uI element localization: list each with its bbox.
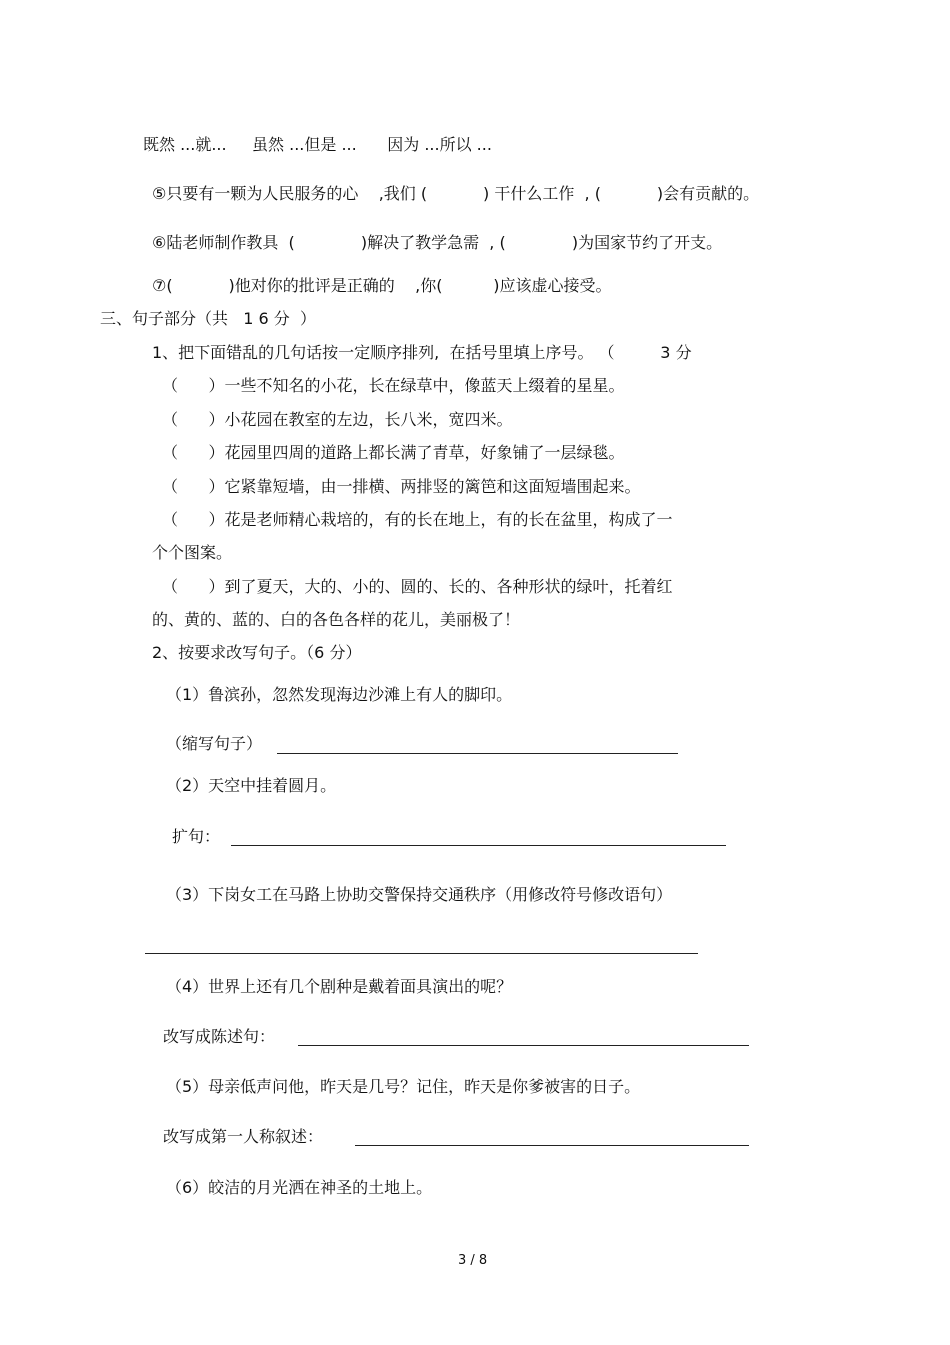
answer-label-5: 改写成第一人称叙述： <box>163 1127 324 1146</box>
answer-line-2[interactable] <box>231 845 726 846</box>
question-1-prompt: 1、把下面错乱的几句话按一定顺序排列, 在括号里填上序号。 （ 3 分 <box>152 343 692 362</box>
sentence-3: （3）下岗女工在马路上协助交警保持交通秩序（用修改符号修改语句） <box>166 885 673 904</box>
list-item: （ ）花园里四周的道路上都长满了青草，好象铺了一层绿毯。 <box>162 443 625 462</box>
answer-line-5[interactable] <box>355 1145 749 1146</box>
list-item: （ ）一些不知名的小花，长在绿草中，像蓝天上缀着的星星。 <box>162 376 625 395</box>
answer-line-4[interactable] <box>298 1045 749 1046</box>
answer-line-3[interactable] <box>145 953 698 954</box>
fill-blank-7: ⑦( )他对你的批评是正确的 ,你( )应该虚心接受。 <box>152 276 612 295</box>
list-item: （ ）小花园在教室的左边，长八米，宽四米。 <box>162 410 513 429</box>
list-item-continued: 的、黄的、蓝的、白的各色各样的花儿，美丽极了！ <box>152 610 521 629</box>
answer-label-2: 扩句： <box>172 827 221 846</box>
sentence-2: （2）天空中挂着圆月。 <box>166 776 337 795</box>
section-heading: 三、句子部分（共 1 6 分 ） <box>100 309 316 328</box>
sentence-4: （4）世界上还有几个剧种是戴着面具演出的呢？ <box>166 977 513 996</box>
fill-blank-5: ⑤只要有一颗为人民服务的心 ,我们 ( ) 干什么工作 , ( )会有贡献的。 <box>152 184 760 203</box>
connector-words: 既然 ...就... 虽然 ...但是 ... 因为 ...所以 ... <box>143 135 492 154</box>
question-2-prompt: 2、按要求改写句子。（6 分） <box>152 643 362 662</box>
answer-line-1[interactable] <box>277 753 678 754</box>
fill-blank-6: ⑥陆老师制作教具 ( )解决了教学急需 , ( )为国家节约了开支。 <box>152 233 723 252</box>
list-item: （ ）到了夏天，大的、小的、圆的、长的、各种形状的绿叶，托着红 <box>162 577 673 596</box>
sentence-1: （1）鲁滨孙，忽然发现海边沙滩上有人的脚印。 <box>166 685 513 704</box>
list-item: （ ）花是老师精心栽培的，有的长在地上，有的长在盆里，构成了一 <box>162 510 673 529</box>
answer-label-1: （缩写句子） <box>166 734 263 753</box>
sentence-5: （5）母亲低声问他，昨天是几号？记住，昨天是你爹被害的日子。 <box>166 1077 641 1096</box>
sentence-6: （6）皎洁的月光洒在神圣的土地上。 <box>166 1178 433 1197</box>
list-item: （ ）它紧靠短墙，由一排横、两排竖的篱笆和这面短墙围起来。 <box>162 477 641 496</box>
page-number: 3 / 8 <box>458 1253 488 1268</box>
answer-label-4: 改写成陈述句： <box>163 1027 276 1046</box>
list-item-continued: 个个图案。 <box>152 543 233 562</box>
